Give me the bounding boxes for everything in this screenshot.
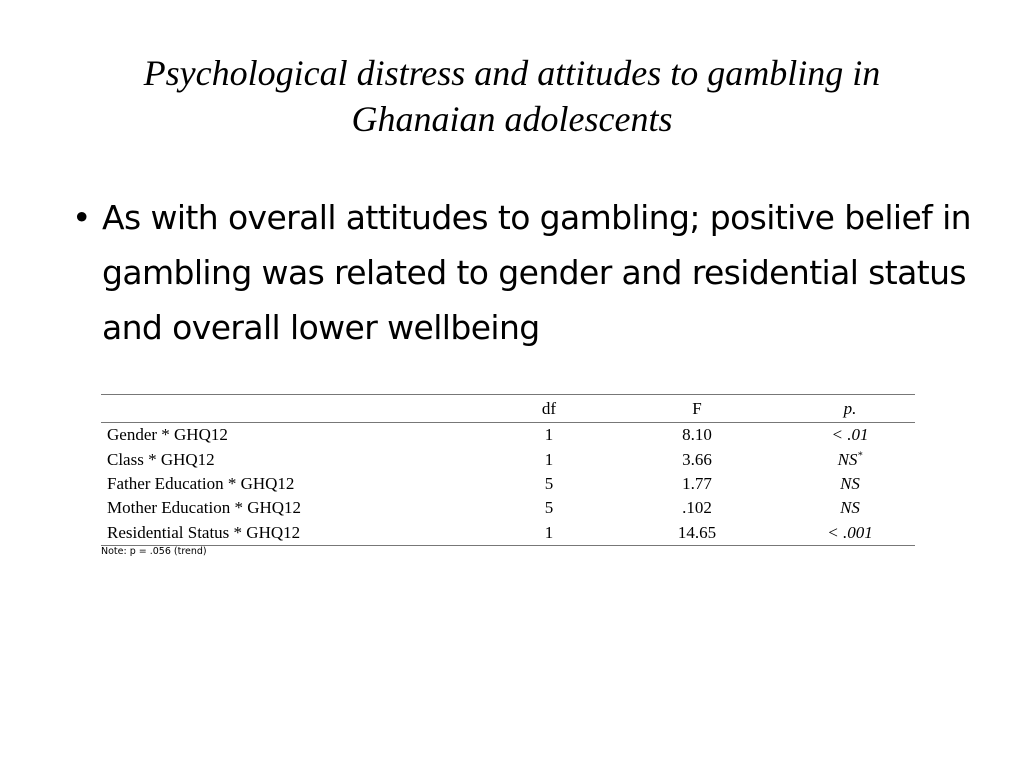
row-p-value: NS [840,473,860,493]
anova-table [101,394,915,546]
row-label: Gender * GHQ12 [107,425,228,445]
table-row [101,447,915,471]
row-df: 1 [544,522,554,542]
row-p-value: < .01 [831,425,869,445]
bullet-item [72,190,972,355]
header-df: df [541,398,557,418]
table-header-row [101,395,915,423]
row-p [785,423,915,448]
slide-title-line-1: Psychological distress and attitudes to gambling in [143,53,881,93]
row-label: Class * GHQ12 [107,449,215,469]
row-f: 3.66 [682,449,712,469]
row-p [785,472,915,496]
bullet-list [72,190,972,355]
row-df: 1 [544,449,554,469]
row-f: .102 [682,498,712,518]
table-row [101,521,915,546]
table-row [101,496,915,520]
row-f: 14.65 [677,522,717,542]
row-p-value: NS [837,449,858,469]
table-note: Note: p = .056 (trend) [101,545,207,557]
row-df: 1 [544,425,554,445]
row-df: 5 [544,473,554,493]
row-p [785,496,915,520]
header-f: F [692,398,702,418]
table-row [101,423,915,448]
row-df: 5 [544,498,554,518]
row-p-value: < .001 [827,522,873,542]
slide-title [60,50,964,142]
row-label: Mother Education * GHQ12 [107,498,302,518]
row-f: 8.10 [682,425,712,445]
row-p-sup: * [857,449,863,461]
bullet-text: As with overall attitudes to gambling; positive belief in gambling was related to gender and residential status and overall lower wellbeing [102,198,971,347]
row-p-value: NS [840,498,860,518]
row-label: Father Education * GHQ12 [107,473,295,493]
table-row [101,472,915,496]
header-p: p. [843,398,857,418]
bullet-marker: • [72,198,91,237]
row-p [785,521,915,546]
slide-title-line-2: Ghanaian adolescents [351,99,673,139]
row-label: Residential Status * GHQ12 [107,522,301,542]
anova-table-container [101,394,909,558]
row-f: 1.77 [682,473,712,493]
header-label [101,395,489,423]
row-p [785,447,915,471]
